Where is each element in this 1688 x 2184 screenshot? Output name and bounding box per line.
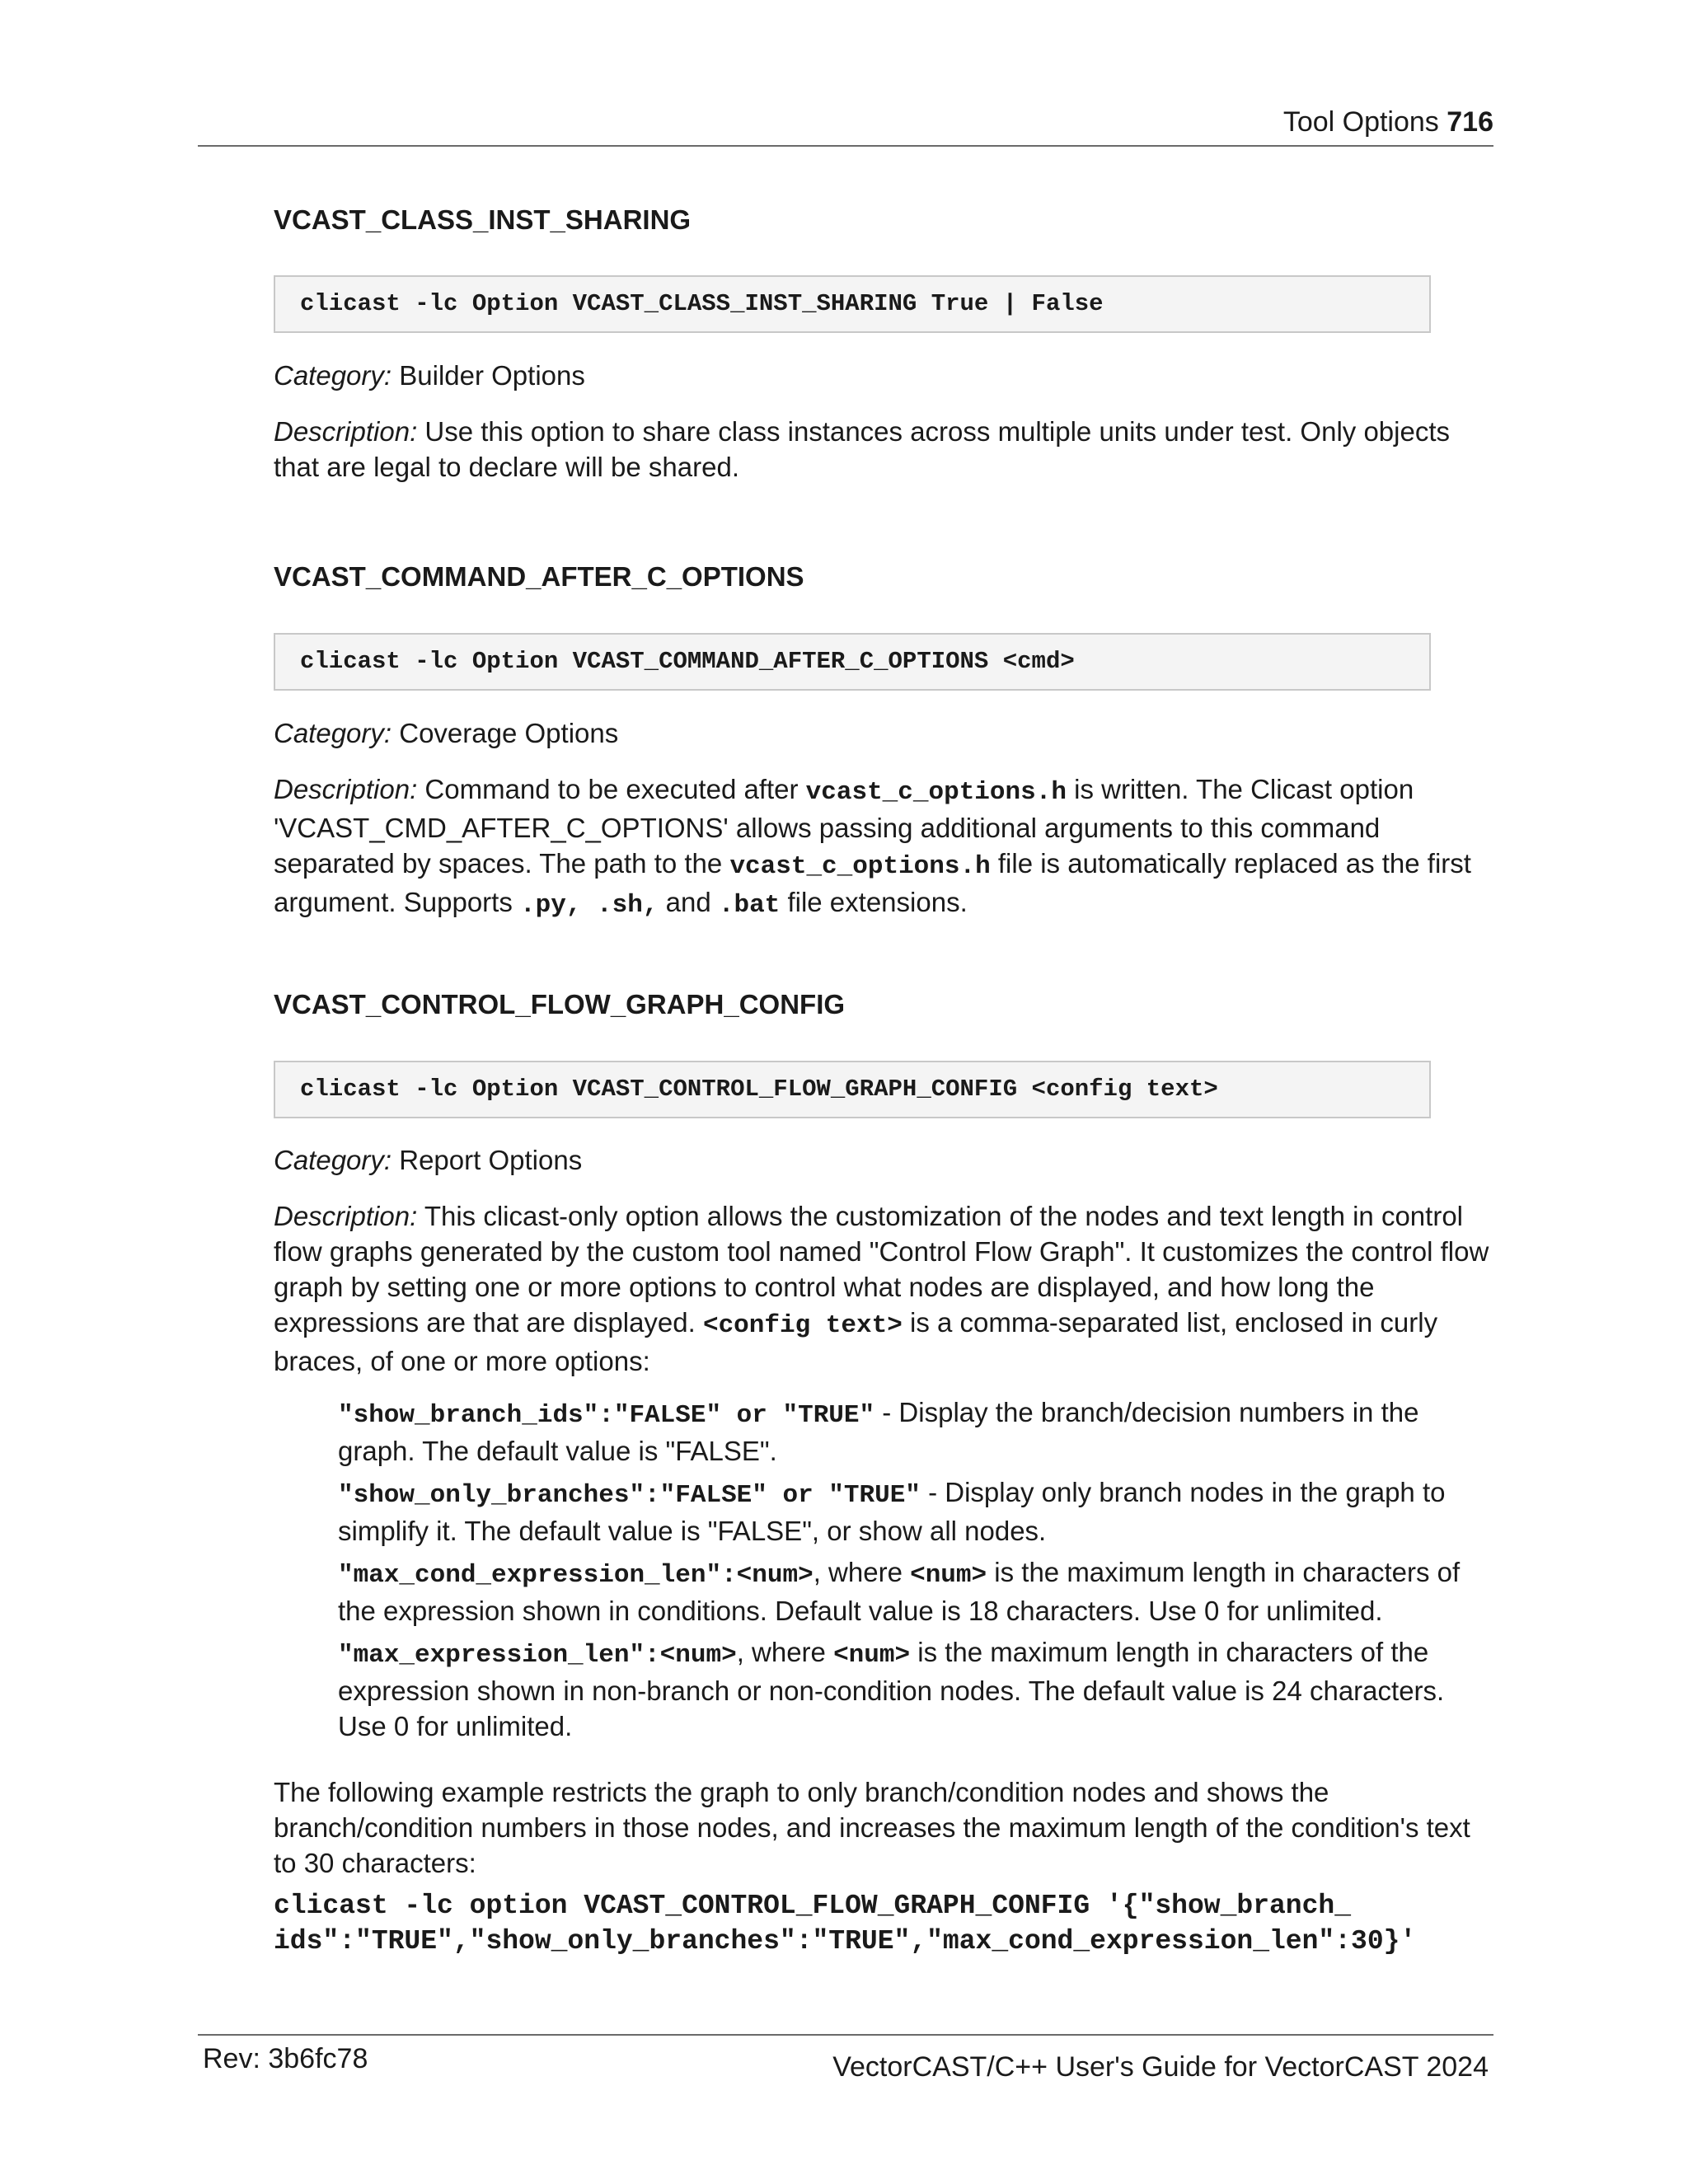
command-box-command-after-c-options: clicast -lc Option VCAST_COMMAND_AFTER_C_OPTIONS <cmd> (274, 633, 1431, 691)
option-item-max-expression-len (338, 1634, 1493, 1744)
option-text: is the maximum length in characters of the expression shown in non-branch or non-condition nodes. The default value is 24 characters. Use 0 for unlimited. (338, 1637, 1445, 1741)
header-label (1283, 105, 1493, 138)
category-line (274, 715, 1493, 751)
description-paragraph (274, 771, 1493, 923)
category-value: Coverage Options (399, 718, 619, 748)
description-label: Description: (274, 1201, 418, 1231)
option-text: , where (813, 1557, 911, 1587)
option-code: <num> (910, 1561, 987, 1590)
section-heading-class-inst-sharing: VCAST_CLASS_INST_SHARING (274, 204, 692, 235)
option-item-show-only-branches (338, 1474, 1493, 1549)
inline-code: <config text> (702, 1311, 903, 1340)
section-heading-control-flow-graph-config: VCAST_CONTROL_FLOW_GRAPH_CONFIG (274, 989, 846, 1019)
category-line (274, 1142, 1493, 1178)
command-box-class-inst-sharing: clicast -lc Option VCAST_CLASS_INST_SHARING True | False (274, 275, 1431, 333)
category-label: Category: (274, 1145, 392, 1175)
description-text: file is automatically replaced as the first argument. Supports (274, 848, 1471, 917)
option-item-max-cond-expression-len (338, 1554, 1493, 1629)
inline-code: .bat (718, 891, 781, 920)
category-value: Builder Options (399, 360, 585, 391)
inline-code: vcast_c_options.h (729, 852, 991, 881)
category-label: Category: (274, 360, 392, 391)
description-text: This clicast-only option allows the customization of the nodes and text length in control flow graphs generated by the custom tool named "Control Flow Graph". It customizes the control flow graph by setting one or more options to control what nodes are displayed, and how long the expressions are that are displayed. (274, 1201, 1489, 1338)
page-number: 716 (1447, 106, 1493, 138)
option-code: "max_expression_len":<num> (338, 1641, 737, 1670)
example-code-line-2: ids":"TRUE","show_only_branches":"TRUE","max_cond_expression_len":30}' (274, 1926, 1417, 1957)
option-code: "show_branch_ids":"FALSE" or "TRUE" (338, 1401, 875, 1430)
option-code: "show_only_branches":"FALSE" or "TRUE" (338, 1481, 921, 1510)
description-text: and (665, 887, 711, 917)
option-item-show-branch-ids (338, 1394, 1493, 1469)
description-paragraph (274, 1198, 1493, 1379)
page-header (198, 105, 1493, 147)
option-text: is the maximum length in characters of the expression shown in conditions. Default value is 18 characters. Use 0 for unlimited. (338, 1557, 1461, 1626)
description-text: Command to be executed after (424, 774, 799, 804)
option-code: "max_cond_expression_len":<num> (338, 1561, 814, 1590)
option-text: - Display only branch nodes in the graph to simplify it. The default value is "FALSE", or show all nodes. (338, 1477, 1446, 1546)
description-text: Use this option to share class instances across multiple units under test. Only objects that are legal to declare will be shared. (274, 416, 1450, 482)
example-code-line-1: clicast -lc option VCAST_CONTROL_FLOW_GRAPH_CONFIG '{"show_branch_ (274, 1891, 1352, 1921)
category-label: Category: (274, 718, 392, 748)
description-label: Description: (274, 416, 418, 447)
inline-code: vcast_c_options.h (805, 778, 1067, 807)
example-intro: The following example restricts the graph to only branch/condition nodes and shows the branch/condition numbers in those nodes, and increases the maximum length of the condition's text to 30 characters: (274, 1777, 1470, 1878)
option-code: <num> (833, 1641, 911, 1670)
description-paragraph (274, 414, 1493, 485)
option-text: , where (736, 1637, 834, 1667)
header-section-title: Tool Options (1282, 106, 1439, 138)
description-label: Description: (274, 774, 418, 804)
description-text: is a comma-separated list, enclosed in curly braces, of one or more options: (274, 1307, 1438, 1376)
description-text: is written. The Clicast option 'VCAST_CMD_AFTER_C_OPTIONS' allows passing additional arguments to this command separated by spaces. The path to the (274, 774, 1414, 879)
inline-code: .py, .sh, (520, 891, 659, 920)
option-text: - Display the branch/decision numbers in the graph. The default value is "FALSE". (338, 1397, 1419, 1466)
description-text: file extensions. (787, 887, 968, 917)
category-value: Report Options (399, 1145, 583, 1175)
guide-title: VectorCAST/C++ User's Guide for VectorCAST 2024 (832, 2051, 1489, 2083)
category-line (274, 358, 1493, 393)
page-footer (198, 2034, 1493, 2102)
revision-label: Rev: 3b6fc78 (203, 2043, 368, 2074)
section-heading-command-after-c-options: VCAST_COMMAND_AFTER_C_OPTIONS (274, 561, 804, 592)
command-box-control-flow-graph-config: clicast -lc Option VCAST_CONTROL_FLOW_GRAPH_CONFIG <config text> (274, 1061, 1431, 1118)
